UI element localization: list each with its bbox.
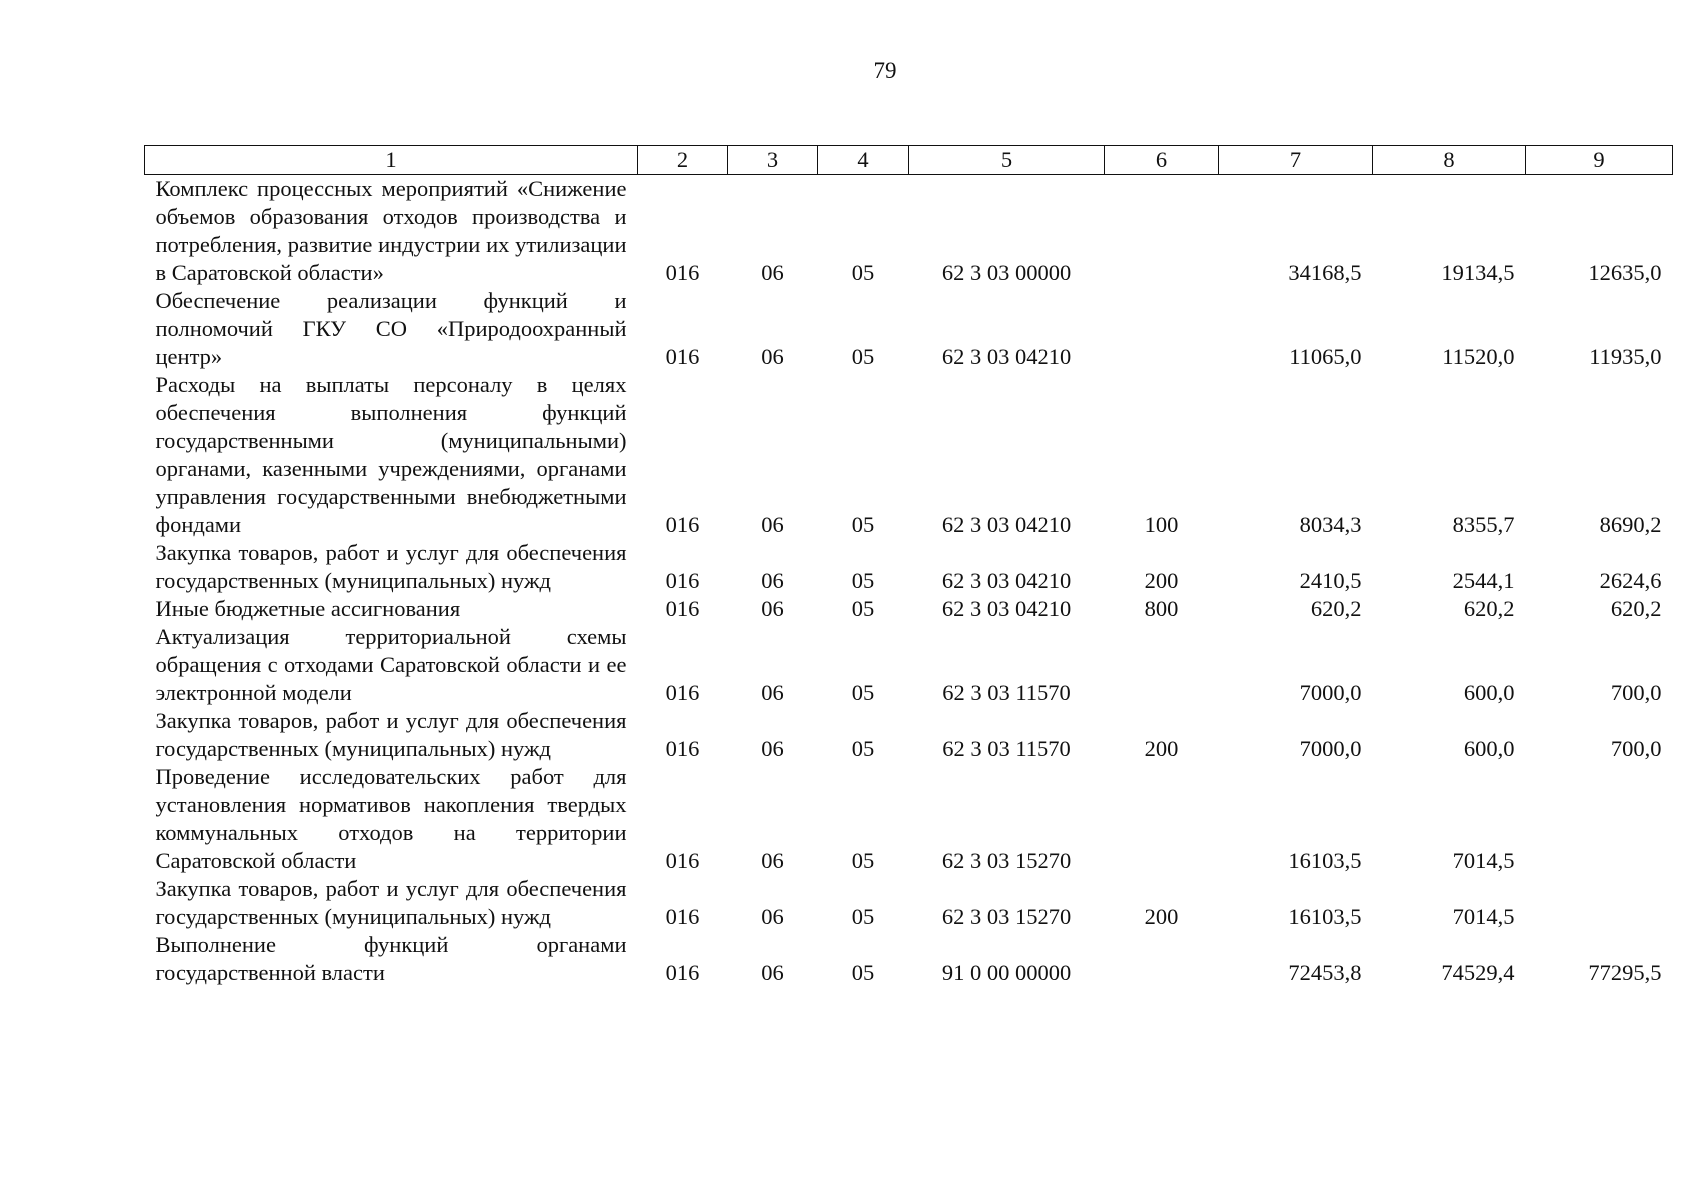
cell-division: 06 (761, 960, 784, 985)
cell-target-code: 62 3 03 04210 (941, 512, 1072, 537)
cell-amount-8: 19134,5 (1441, 260, 1515, 285)
row-name: Иные бюджетные ассигнования (155, 596, 461, 621)
cell-subdivision: 05 (851, 736, 875, 761)
cell-section: 016 (665, 260, 700, 285)
cell-amount-8: 7014,5 (1452, 848, 1515, 873)
cell-target-code: 62 3 03 00000 (941, 260, 1072, 285)
cell-expense-type: 800 (1144, 596, 1179, 621)
cell-target-code: 62 3 03 11570 (942, 680, 1071, 705)
row-name: Расходы на выплаты персоналу в целях обеспечения выполнения функций государственными (муниципальными) органами, казенными учреждениями, органами управления государственными внебюджетными фондами (155, 372, 627, 537)
page-number: 79 (873, 58, 897, 83)
cell-section: 016 (665, 960, 700, 985)
cell-division: 06 (761, 680, 784, 705)
row-name: Выполнение функций органами государственной власти (155, 932, 627, 985)
cell-amount-8: 600,0 (1463, 736, 1515, 761)
cell-division: 06 (761, 848, 784, 873)
cell-amount-7: 11065,0 (1289, 344, 1362, 369)
cell-division: 06 (761, 568, 784, 593)
table-row (145, 875, 1673, 931)
cell-amount-8: 2544,1 (1452, 568, 1515, 593)
cell-subdivision: 05 (851, 904, 875, 929)
column-header: 9 (1526, 146, 1673, 175)
column-header: 7 (1219, 146, 1373, 175)
table-row (145, 763, 1673, 875)
cell-section: 016 (665, 848, 700, 873)
table-row (145, 287, 1673, 371)
cell-expense-type (1105, 287, 1219, 371)
row-name: Закупка товаров, работ и услуг для обеспечения государственных (муниципальных) нужд (155, 540, 627, 593)
cell-subdivision: 05 (851, 512, 875, 537)
table-row (145, 175, 1673, 288)
row-name: Комплекс процессных мероприятий «Снижение объемов образования отходов производства и потребления, развитие индустрии их утилизации в Саратовской области» (155, 176, 627, 285)
cell-subdivision: 05 (851, 568, 875, 593)
cell-division: 06 (761, 260, 784, 285)
cell-amount-7: 34168,5 (1288, 260, 1362, 285)
cell-amount-9: 77295,5 (1588, 960, 1662, 985)
cell-amount-8: 8355,7 (1452, 512, 1515, 537)
cell-target-code: 62 3 03 04210 (941, 568, 1072, 593)
cell-amount-9: 700,0 (1610, 680, 1662, 705)
column-header: 1 (145, 146, 638, 175)
cell-target-code: 62 3 03 15270 (941, 904, 1072, 929)
cell-division: 06 (761, 596, 784, 621)
cell-division: 06 (761, 904, 784, 929)
cell-subdivision: 05 (851, 680, 875, 705)
cell-amount-9 (1526, 875, 1673, 931)
cell-amount-7: 2410,5 (1299, 568, 1362, 593)
row-name: Актуализация территориальной схемы обращения с отходами Саратовской области и ее электронной модели (155, 624, 627, 705)
table-row (145, 707, 1673, 763)
cell-subdivision: 05 (851, 260, 875, 285)
cell-expense-type: 200 (1144, 736, 1179, 761)
cell-subdivision: 05 (851, 596, 875, 621)
cell-division: 06 (761, 512, 784, 537)
cell-amount-9: 2624,6 (1599, 568, 1662, 593)
cell-amount-8: 74529,4 (1441, 960, 1515, 985)
budget-table (144, 145, 1673, 987)
cell-amount-7: 16103,5 (1288, 904, 1362, 929)
cell-section: 016 (665, 344, 700, 369)
cell-target-code: 62 3 03 11570 (942, 736, 1071, 761)
cell-amount-7: 7000,0 (1299, 680, 1362, 705)
row-name: Обеспечение реализации функций и полномочий ГКУ СО «Природоохранный центр» (155, 288, 627, 369)
table-header-row (145, 146, 1673, 175)
cell-amount-8: 620,2 (1463, 596, 1515, 621)
table-row (145, 539, 1673, 595)
cell-expense-type: 200 (1144, 568, 1179, 593)
cell-amount-9: 12635,0 (1588, 260, 1662, 285)
cell-amount-8: 11520,0 (1442, 344, 1515, 369)
cell-amount-7: 8034,3 (1299, 512, 1362, 537)
cell-amount-7: 620,2 (1310, 596, 1362, 621)
cell-amount-9: 700,0 (1610, 736, 1662, 761)
column-header: 3 (728, 146, 818, 175)
cell-section: 016 (665, 680, 700, 705)
column-header: 4 (818, 146, 909, 175)
cell-amount-8: 7014,5 (1452, 904, 1515, 929)
cell-expense-type: 200 (1144, 904, 1179, 929)
cell-amount-7: 72453,8 (1288, 960, 1362, 985)
table-row (145, 931, 1673, 987)
table-row (145, 371, 1673, 539)
cell-division: 06 (761, 736, 784, 761)
cell-subdivision: 05 (851, 960, 875, 985)
cell-section: 016 (665, 568, 700, 593)
cell-amount-9: 11935,0 (1589, 344, 1662, 369)
cell-section: 016 (665, 512, 700, 537)
cell-target-code: 62 3 03 04210 (941, 596, 1072, 621)
cell-amount-9 (1526, 763, 1673, 875)
cell-section: 016 (665, 596, 700, 621)
cell-target-code: 62 3 03 04210 (941, 344, 1072, 369)
cell-amount-7: 7000,0 (1299, 736, 1362, 761)
column-header: 5 (909, 146, 1105, 175)
cell-expense-type (1105, 931, 1219, 987)
row-name: Проведение исследовательских работ для установления нормативов накопления твердых коммунальных отходов на территории Саратовской области (155, 764, 627, 873)
cell-section: 016 (665, 904, 700, 929)
column-header: 2 (638, 146, 728, 175)
cell-expense-type: 100 (1144, 512, 1179, 537)
cell-target-code: 91 0 00 00000 (941, 960, 1072, 985)
cell-amount-7: 16103,5 (1288, 848, 1362, 873)
cell-amount-9: 8690,2 (1599, 512, 1662, 537)
cell-target-code: 62 3 03 15270 (941, 848, 1072, 873)
cell-amount-8: 600,0 (1463, 680, 1515, 705)
cell-amount-9: 620,2 (1610, 596, 1662, 621)
cell-expense-type (1105, 763, 1219, 875)
table-row (145, 595, 1673, 623)
column-header: 6 (1105, 146, 1219, 175)
cell-expense-type (1105, 623, 1219, 707)
row-name: Закупка товаров, работ и услуг для обеспечения государственных (муниципальных) нужд (155, 708, 627, 761)
cell-expense-type (1105, 175, 1219, 288)
row-name: Закупка товаров, работ и услуг для обеспечения государственных (муниципальных) нужд (155, 876, 627, 929)
cell-division: 06 (761, 344, 784, 369)
column-header: 8 (1373, 146, 1526, 175)
table-row (145, 623, 1673, 707)
cell-subdivision: 05 (851, 848, 875, 873)
cell-section: 016 (665, 736, 700, 761)
cell-subdivision: 05 (851, 344, 875, 369)
